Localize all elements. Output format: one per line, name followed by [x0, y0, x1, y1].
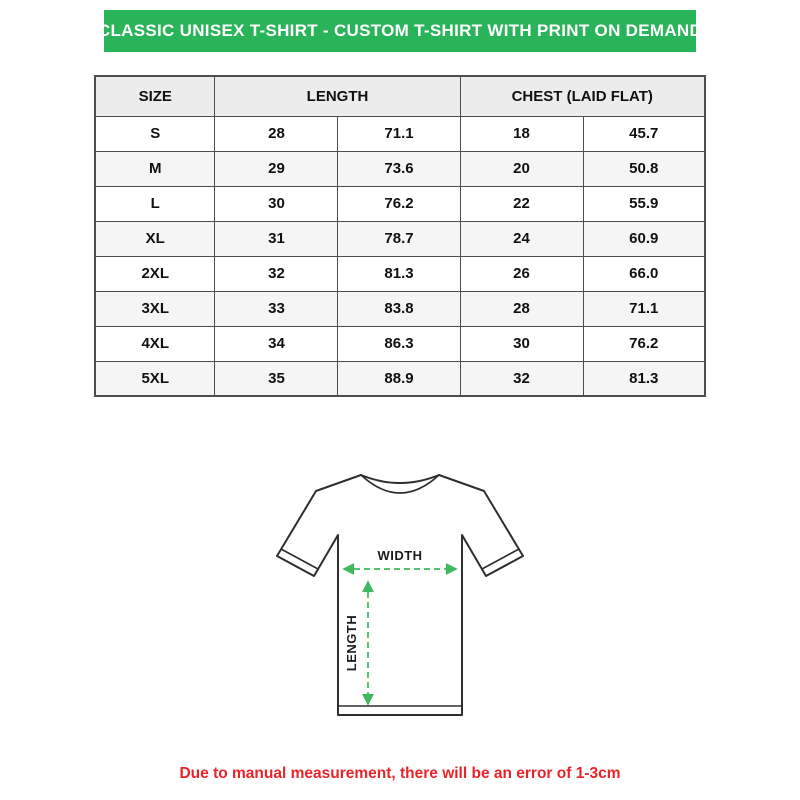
chest-cm-cell: 60.9 [583, 221, 705, 256]
header-length: LENGTH [215, 76, 460, 116]
length-in-cell: 34 [215, 326, 338, 361]
table-row-s [95, 116, 705, 151]
chest-cm-cell: 76.2 [583, 326, 705, 361]
length-cm-cell: 78.7 [338, 221, 460, 256]
size-cell: 3XL [95, 291, 215, 326]
chest-in-cell: 22 [460, 186, 583, 221]
length-in-cell: 32 [215, 256, 338, 291]
tshirt-outline [277, 475, 523, 715]
measurement-note: Due to manual measurement, there will be an error of 1-3cm [179, 765, 621, 782]
chest-cm-cell: 71.1 [583, 291, 705, 326]
table-row-2xl [95, 256, 705, 291]
header-size: SIZE [95, 76, 215, 116]
length-in-cell: 30 [215, 186, 338, 221]
length-in-cell: 28 [215, 116, 338, 151]
length-in-cell: 33 [215, 291, 338, 326]
chest-in-cell: 18 [460, 116, 583, 151]
chest-cm-cell: 81.3 [583, 361, 705, 396]
length-in-cell: 35 [215, 361, 338, 396]
header-row [95, 76, 705, 116]
length-in-cell: 29 [215, 151, 338, 186]
size-chart-header [95, 76, 705, 116]
size-cell: S [95, 116, 215, 151]
size-chart-body [95, 116, 705, 396]
length-label: LENGTH [344, 614, 359, 672]
size-cell: 5XL [95, 361, 215, 396]
length-cm-cell: 81.3 [338, 256, 460, 291]
size-cell: XL [95, 221, 215, 256]
table-row-4xl [95, 326, 705, 361]
chest-in-cell: 20 [460, 151, 583, 186]
size-chart-table [94, 75, 706, 397]
tshirt-svg [250, 449, 550, 749]
length-in-cell: 31 [215, 221, 338, 256]
length-cm-cell: 76.2 [338, 186, 460, 221]
chest-in-cell: 28 [460, 291, 583, 326]
size-cell: M [95, 151, 215, 186]
table-row-3xl [95, 291, 705, 326]
size-cell: 2XL [95, 256, 215, 291]
chest-cm-cell: 66.0 [583, 256, 705, 291]
chest-in-cell: 26 [460, 256, 583, 291]
header-chest: CHEST (LAID FLAT) [460, 76, 705, 116]
size-cell: L [95, 186, 215, 221]
page-title: CLASSIC UNISEX T-SHIRT - CUSTOM T-SHIRT WITH PRINT ON DEMAND [97, 21, 703, 40]
table-row-l [95, 186, 705, 221]
chest-cm-cell: 55.9 [583, 186, 705, 221]
table-row-5xl [95, 361, 705, 396]
chest-in-cell: 24 [460, 221, 583, 256]
chest-cm-cell: 45.7 [583, 116, 705, 151]
length-cm-cell: 88.9 [338, 361, 460, 396]
tshirt-diagram [245, 449, 555, 749]
length-cm-cell: 86.3 [338, 326, 460, 361]
title-banner [97, 10, 703, 52]
chest-cm-cell: 50.8 [583, 151, 705, 186]
width-label: WIDTH [377, 548, 423, 563]
length-cm-cell: 71.1 [338, 116, 460, 151]
size-cell: 4XL [95, 326, 215, 361]
chest-in-cell: 32 [460, 361, 583, 396]
length-cm-cell: 83.8 [338, 291, 460, 326]
length-cm-cell: 73.6 [338, 151, 460, 186]
table-row-m [95, 151, 705, 186]
table-row-xl [95, 221, 705, 256]
chest-in-cell: 30 [460, 326, 583, 361]
